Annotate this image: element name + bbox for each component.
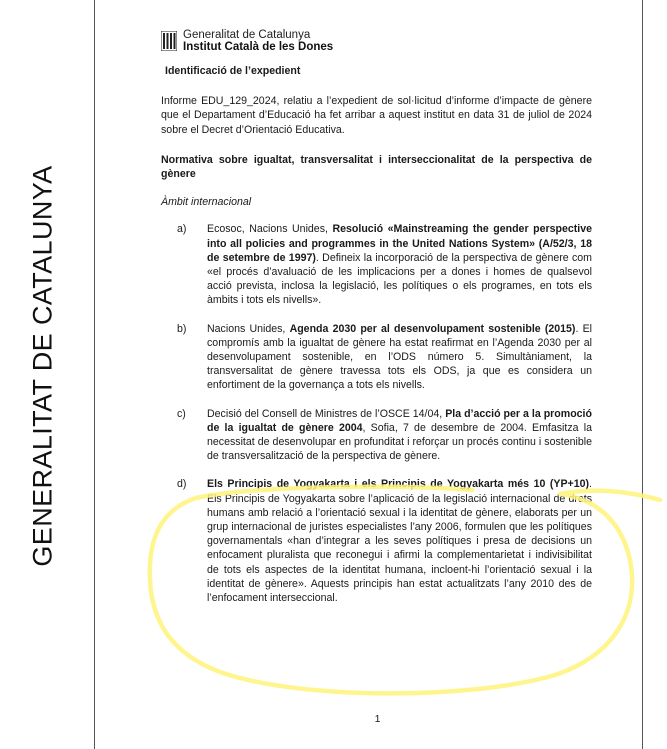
list-marker: c) — [177, 407, 186, 420]
normativa-heading: Normativa sobre igualtat, transversalitat i interseccionalitat de la perspectiva de gènere — [161, 153, 592, 181]
list-item — [161, 222, 592, 307]
left-border-line — [94, 0, 95, 749]
item-bold-title: Agenda 2030 per al desenvolupament sostenible (2015) — [289, 322, 576, 335]
page-number: 1 — [374, 713, 381, 725]
item-bold-title: Pla d’acció per a la promoció de la igualtat de gènere 2004 — [207, 407, 592, 434]
list-item-text — [207, 322, 592, 393]
institute-name: Institut Català de les Dones — [183, 41, 334, 53]
ambit-subheading: Àmbit internacional — [161, 196, 252, 209]
list-item-text — [207, 477, 592, 605]
item-bold-title: Resolució «Mainstreaming the gender perspective into all policies and programmes in the United Nations System» (A/52/3, 18 de setembre de 1997) — [207, 223, 592, 264]
list-marker: d) — [177, 478, 187, 491]
list-item — [161, 477, 592, 605]
item-description: . Defineix la incorporació de la perspectiva de gènere com «el procés d’avaluació de les implicacions per a dones i homes de qualsevol acció prevista, inclosa la legislació, les polítiques o els programes, en tots els àmbits i tots els nivells». — [207, 251, 592, 307]
item-description: , Sofia, 7 de desembre de 2004. Emfasitza la necessitat de desenvolupar en profunditat i reforçar un procés continu i sostenible de transversalització de la perspectiva de gènere. — [207, 421, 592, 463]
letterhead — [161, 29, 333, 53]
right-border-line — [642, 0, 643, 749]
spine-banner — [0, 0, 86, 749]
item-prefix: Nacions Unides, — [207, 322, 290, 335]
list-marker: a) — [177, 223, 187, 236]
government-name: Generalitat de Catalunya — [183, 29, 311, 41]
document-body — [161, 64, 592, 619]
list-marker: b) — [177, 322, 187, 335]
item-prefix: Decisió del Consell de Ministres de l’OSCE 14/04, — [207, 407, 446, 420]
list-item — [161, 407, 592, 464]
list-item — [161, 322, 592, 393]
list-item-text — [207, 222, 592, 307]
item-description: . El compromís amb la igualtat de gènere ha estat reafirmat en l’Agenda 2030 per al desenvolupament sostenible, en l’ODS número 5. Simultàniament, la transversalitat de gènere travessa tots els ODS, ja que es considera un enfortiment de la governança a tots els nivells. — [207, 322, 592, 392]
legislation-list — [161, 222, 592, 605]
item-prefix: Ecosoc, Nacions Unides, — [207, 223, 333, 236]
section-title: Identificació de l’expedient — [165, 65, 301, 77]
item-description: . Els Principis de Yogyakarta sobre l’aplicació de la legislació internacional de drets humans amb relació a l’orientació sexual i la identitat de gènere, elaborats per un grup internacional de juristes especialistes l’any 2006, formulen que les polítiques governamentals «han d’integrar a les seves polítiques i presa de decisions un enfocament pluralista que reconegui i afirmi la complementarietat i indivisibilitat de tots els aspectes de la identitat humana, incloent-hi l’orientació sexual i la identitat de gènere». Aquests principis han estat actualitzats l’any 2010 des de l’enfocament interseccional. — [207, 478, 592, 605]
spine-text: GENERALITAT DE CATALUNYA — [27, 165, 58, 567]
list-item-text — [207, 407, 592, 464]
generalitat-logo-icon — [161, 31, 177, 51]
item-bold-title: Els Principis de Yogyakarta i els Principis de Yogyakarta més 10 (YP+10) — [207, 478, 590, 491]
intro-paragraph: Informe EDU_129_2024, relatiu a l’expedient de sol·licitud d’informe d’impacte de gènere que el Departament d’Educació ha fet arribar a aquest institut en data 31 de juliol de 2024 sobre el Decret d’Orientació Educativa. — [161, 95, 592, 136]
